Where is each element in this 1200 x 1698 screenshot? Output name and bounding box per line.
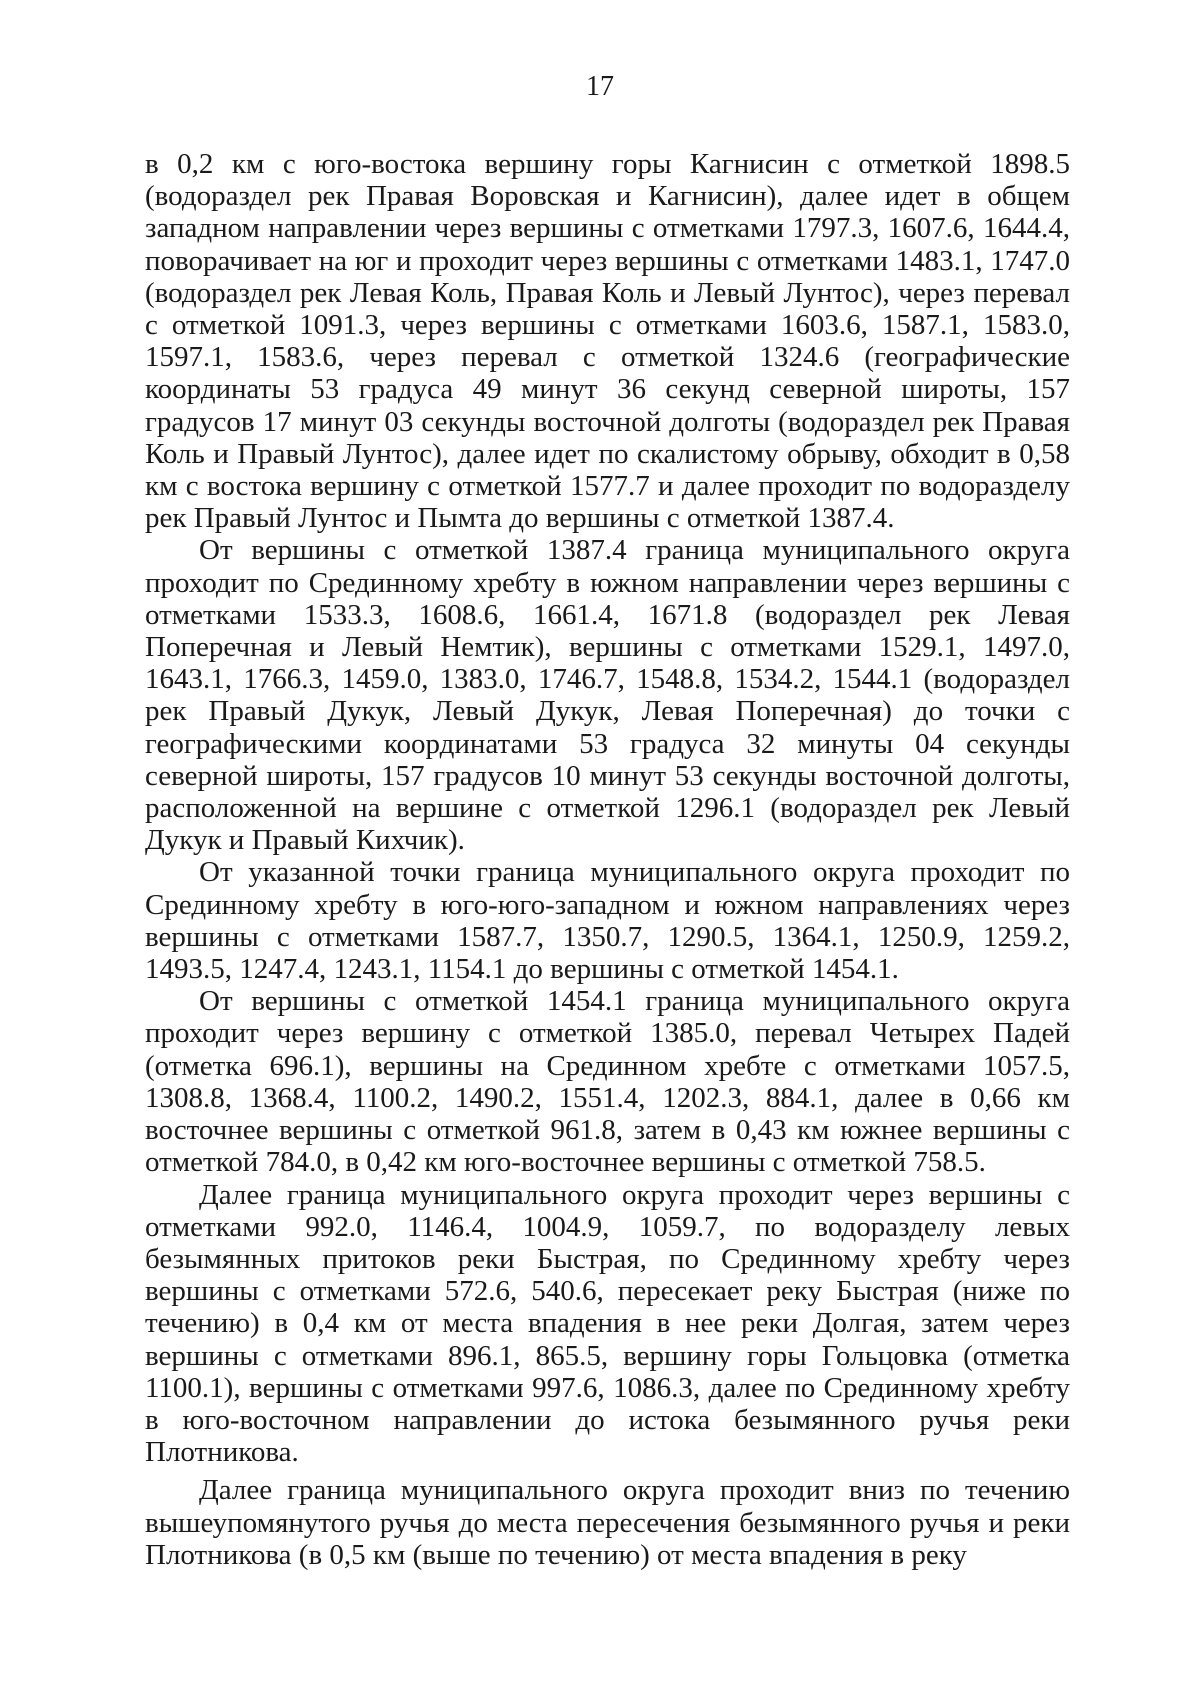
paragraph-from-indicated-point: От указанной точки граница муниципального округа проходит по Срединному хребту в юго-юго-западном и южном направлениях через вершины с отметками 1587.7, 1350.7, 1290.5, 1364.1, 1250.9, 1259.2, 1493.5, 1247.4, 1243.1, 1154.1 до вершины с отметкой 1454.1. — [145, 856, 1070, 986]
paragraph-boundary-continuation: в 0,2 км с юго-востока вершину горы Кагнисин с отметкой 1898.5 (водораздел рек Правая Воровская и Кагнисин), далее идет в общем западном направлении через вершины с отметками 1797.3, 1607.6, 1644.4, поворачивает на юг и проходит через вершины с отметками 1483.1, 1747.0 (водораздел рек Левая Коль, Правая Коль и Левый Лунтос), через перевал с отметкой 1091.3, через вершины с отметками 1603.6, 1587.1, 1583.0, 1597.1, 1583.6, через перевал с отметкой 1324.6 (географические координаты 53 градуса 49 минут 36 секунд северной широты, 157 градусов 17 минут 03 секунды восточной долготы (водораздел рек Правая Коль и Правый Лунтос), далее идет по скалистому обрыву, обходит в 0,58 км с востока вершину с отметкой 1577.7 и далее проходит по водоразделу рек Правый Лунтос и Пымта до вершины с отметкой 1387.4. — [145, 148, 1070, 535]
paragraph-further-through-peaks: Далее граница муниципального округа проходит через вершины с отметками 992.0, 1146.4, 1004.9, 1059.7, по водоразделу левых безымянных притоков реки Быстрая, по Срединному хребту через вершины с отметками 572.6, 540.6, пересекает реку Быстрая (ниже по течению) в 0,4 км от места впадения в нее реки Долгая, затем через вершины с отметками 896.1, 865.5, вершину горы Гольцовка (отметка 1100.1), вершины с отметками 997.6, 1086.3, далее по Срединному хребту в юго-восточном направлении до истока безымянного ручья реки Плотникова. — [145, 1178, 1070, 1469]
paragraph-from-peak-1454-1: От вершины с отметкой 1454.1 граница муниципального округа проходит через вершину с отметкой 1385.0, перевал Четырех Падей (отметка 696.1), вершины на Срединном хребте с отметками 1057.5, 1308.8, 1368.4, 1100.2, 1490.2, 1551.4, 1202.3, 884.1, далее в 0,66 км восточнее вершины с отметкой 961.8, затем в 0,43 км южнее вершины с отметкой 784.0, в 0,42 км юго-восточнее вершины с отметкой 758.5. — [145, 985, 1070, 1179]
paragraph-from-peak-1387-4: От вершины с отметкой 1387.4 граница муниципального округа проходит по Срединному хребту в южном направлении через вершины с отметками 1533.3, 1608.6, 1661.4, 1671.8 (водораздел рек Левая Поперечная и Левый Немтик), вершины с отметками 1529.1, 1497.0, 1643.1, 1766.3, 1459.0, 1383.0, 1746.7, 1548.8, 1534.2, 1544.1 (водораздел рек Правый Дукук, Левый Дукук, Левая Поперечная) до точки с географическими координатами 53 градуса 32 минуты 04 секунды северной широты, 157 градусов 10 минут 53 секунды восточной долготы, расположенной на вершине с отметкой 1296.1 (водораздел рек Левый Дукук и Правый Кихчик). — [145, 534, 1070, 857]
paragraph-down-the-stream: Далее граница муниципального округа проходит вниз по течению вышеупомянутого ручья до места пересечения безымянного ручья и реки Плотникова (в 0,5 км (выше по течению) от места впадения в реку — [145, 1474, 1070, 1571]
document-body — [145, 148, 1070, 1571]
page-number: 17 — [586, 71, 614, 102]
